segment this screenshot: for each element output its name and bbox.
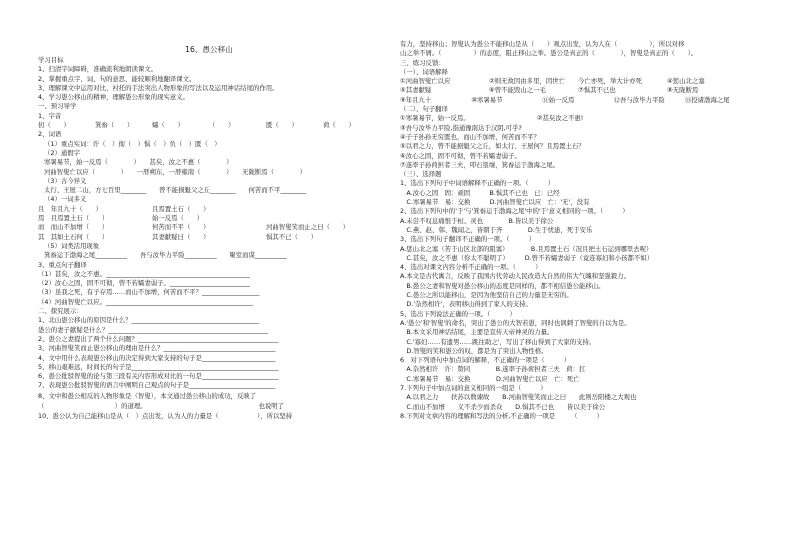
question-line: （ ）的道理。 也说明了 <box>38 401 285 410</box>
question-line: 4、文中用什么表现愚公移山的决定得到大家支持的句子是_______________________ <box>38 353 276 362</box>
choice-line: A.本文是古代寓言，反映了我国古代劳动人民改造大自然的伟大气魄和坚强毅力。 <box>400 272 630 281</box>
vocab-line: 河曲智叟亡以应（ ） 一厝朔东，一厝雍南（ ） 无陇断焉（ ） <box>44 167 307 176</box>
question-line: 5、移山艰难远，时间长的句子是______________________________________________ <box>38 362 279 371</box>
continued-line: 山之举不屑。（ ）的态度，阻止移山之举。愚公是真正的（ ），智叟是真正的（ ）。 <box>400 49 698 58</box>
sentence-line: ⑦遂率子孙荷担者三夫，叩石垦壤，箕畚运于渤海之尾。 <box>400 160 560 169</box>
choice-line: 5、选出下列说法正确的一项。（ ） <box>400 309 516 318</box>
word-item: ⑧无陇断焉 <box>667 86 699 95</box>
choice-line: A.杂然相许 许：赞同 B.遂率子孙荷担者三夫 荷：扛 <box>400 365 586 374</box>
choice-line: A.汝心之固 固：顽固 B.惧其不已也 已：已经 <box>400 188 560 197</box>
question-line: 10、愚公认为自己能移山是从（ ）点出发，认为人的力量是（ ），所以坚持 <box>38 411 293 420</box>
pronunciation-item: 孀（ ） <box>152 121 184 130</box>
choice-line: D.智叟的笑和愚公的叹，都是为了突出人物性格。 <box>400 346 548 355</box>
vocab-line: （3）古今异义 <box>44 176 87 185</box>
choice-line: C.'寡妇……有遗男……跳往助之'，写出了移山得到了大家的支持。 <box>400 337 596 346</box>
question-line: 愚公的妻子献疑是什么？__________________________________________________ <box>38 325 269 334</box>
polysemy-item: 其妻献疑曰（ ） <box>152 232 210 241</box>
choice-line: D.'杂然相许'，表明移山得到了家人的支持。 <box>400 300 532 309</box>
choice-line: C.燕、赵、韩、魏闻之，皆朝于齐 D.生于忧患，死于安乐 <box>400 225 593 234</box>
choice-line: A.'愚公'和'智叟'的命名，突出了愚公的大智若愚，同时也讽刺了智叟的自以为是。 <box>400 318 631 327</box>
section-heading: 三、练习反馈： <box>400 58 445 67</box>
section-heading: 一、预习导学 <box>38 102 77 111</box>
section-heading: 二、探究展示： <box>38 307 83 316</box>
question-line: 7、表现愚公批驳智叟的语言中阐明自己观点的句子是___________________________ <box>38 381 276 390</box>
question-line: 6、愚公批驳智叟的论与第三段有关内容形成对比的一句是________________________ <box>38 372 279 381</box>
vocab-line: （4）一词多义 <box>44 195 87 204</box>
polysemy-row <box>38 214 380 223</box>
choice-line: B.愚公之妻和智叟对愚公移山的态度是同样的，都不相信愚公能移山。 <box>400 281 605 290</box>
vocab-line: （2）通假字 <box>44 148 81 157</box>
word-item: ⑩寒暑易节 <box>471 95 503 104</box>
polysemy-item: 何苦而不平（ ） <box>152 223 210 232</box>
sentence-line: ④子子孙孙无穷匮也，而山不加增，何苦而不平？ <box>400 132 540 141</box>
translation-line: （4）河曲智叟亡以应。______________________________________________ <box>38 297 253 306</box>
translation-line: （1）甚矣，汝之不惠。_____________________________________________ <box>38 269 250 278</box>
choice-line: C.而山不加增 义不杀少而杀众 D.惧其不已也 皆以美于徐公 <box>400 402 606 411</box>
word-item: ⑨年且九十 <box>400 95 432 104</box>
vocab-line: 寒暑易节，始一反焉（ ） 甚矣，汝之不惠（ ） <box>44 158 233 167</box>
left-column <box>38 44 380 421</box>
sentence-line: ⑤以君之力，曾不能损魁父之丘，如太行、王屋何？且焉置土石？ <box>400 142 585 151</box>
choice-line: 3、选出下列句子翻译不正确的一项。（ ） <box>400 235 536 244</box>
subheading: （三）、选择题 <box>400 170 442 179</box>
question-line: 2、愚公之妻提出了两个什么问题？____________________________________________ <box>38 334 279 343</box>
choice-line: C.寒暑易节 易：交换 D.河曲智叟亡以应 亡：'无'，没有 <box>400 198 590 207</box>
word-item: ⑪始一反焉 <box>542 95 575 104</box>
question-line: 8、文中和愚公相反的人物形象是（智叟），本文通过愚公移山的成功，反映了 <box>38 391 257 400</box>
polysemy-item: 惧其不已（ ） <box>266 232 318 241</box>
goal-line: 4、学习愚公移山的精神，理解愚公形象的现实意义。 <box>38 93 190 102</box>
translation-line: （3）虽我之死，有子存焉……而山不加增，何苦而不平？__________________ <box>38 288 260 297</box>
word-item: ⑬投诸渤海之尾 <box>684 95 730 104</box>
pronunciation-item: 匮（ ） <box>266 121 298 130</box>
choice-line: 6 对下列语句中加点词的解释，不正确的一项是（ ） <box>400 356 571 365</box>
sentence-line: ⑥汝心之固，固不可彻，曾不若孀妻弱子。 <box>400 151 521 160</box>
continued-line: 有力，坚持移山；智叟认为愚公不能移山是从（ ）观点出发，认为人在（ ），所以对移 <box>400 40 685 48</box>
goals-heading: 学习目标 <box>38 56 64 64</box>
question-line: 1、北山愚公移山的原因是什么？________________________________________ <box>38 316 260 325</box>
choice-line: 2、选出下列句中的'于'与'箕畚运于渤海之尾'中的'于'意义相同的一项。（ ） <box>400 207 629 216</box>
word-item: ⑫吾与汝毕力平险 <box>613 95 665 104</box>
choice-line: C.甚矣，汝之不惠（你太不聪明了） D.曾不若孀妻弱子（竟连寡妇和小孩都不如） <box>400 253 654 262</box>
choice-line: 4、选出对课文内容分析不正确的一项。（ ） <box>400 263 542 272</box>
vocab-line: 太行、王屋二山，方七百里________ 曾不能损魁父之丘________ 何苦而不平________ <box>44 186 307 195</box>
word-item: ⑤其妻献疑 <box>400 86 432 95</box>
goal-line: 1、扫清字词障碍，准确流利地朗读课文。 <box>38 65 158 74</box>
subheading: 2、词语 <box>38 130 62 139</box>
polysemy-item: 焉 且焉置土石（ ） <box>38 214 109 223</box>
choice-line: 8.下列对文章内容的理解和写法的分析,不正确的一项是 （ ） <box>400 411 604 420</box>
polysemy-item: 其 其如土石何（ ） <box>38 232 109 241</box>
question-line: 3、河曲智叟笑而止愚公移山的理由是什么？___________________________________ <box>38 344 276 353</box>
choice-line: 7.下列句子中加点词的意义相同的一组是（ ） <box>400 383 547 392</box>
pronunciation-item: 箕畚（ ） <box>95 121 134 130</box>
word-row <box>400 77 756 86</box>
word-row <box>400 86 756 95</box>
goal-line: 3、理解课文中运用对比、衬托的手法突出人物形象的写法以及运用神话结尾的作用。 <box>38 83 279 92</box>
choice-line: A.以君之力 扶苏以数谏故 B.河曲智叟笑而止之曰 此则岳阳楼之大观也 <box>400 393 637 402</box>
polysemy-item: 而 而山不加增（ ） <box>38 223 109 232</box>
goal-line: 2、掌握重点字、词、句的意思，能较顺利地翻译课文。 <box>38 74 196 83</box>
choice-line: B.本文采用神话结尾，主要是宣传天帝神灵的力量。 <box>400 328 554 337</box>
word-item: ⑦惧其不已也 <box>578 86 616 95</box>
word-row <box>400 96 756 105</box>
polysemy-item: 且 年且九十（ ） <box>38 204 102 213</box>
pronunciation-item: 仞（ ） <box>38 121 70 130</box>
choice-line: C.愚公之所以能移山，是因为他坚信自己的力量是无穷的。 <box>400 291 573 300</box>
polysemy-item: 河曲智叟笑而止之曰（ ） <box>266 223 350 232</box>
sentence-line: ③吾与汝毕力平险,指通豫南达于汉阴,可乎? <box>400 123 522 132</box>
polysemy-item: 且焉置土石（ ） <box>152 204 210 213</box>
word-item: ②则无故因由多里，因世亡 <box>489 77 566 86</box>
vocab-line: （1）重点实词：许（ ）彻（ ）惧（ ）负（ ）匮（ ） <box>44 139 221 148</box>
vocab-line: （5）词类活用现象 <box>44 241 100 250</box>
polysemy-row <box>38 233 380 242</box>
right-column <box>400 40 756 421</box>
pronunciation-row <box>38 121 380 130</box>
polysemy-row <box>38 223 380 232</box>
word-item: ⑥曾不能毁山之一毛 <box>489 86 546 95</box>
polysemy-item: 始一反焉（ ） <box>152 214 204 223</box>
subheading: （二）、句子翻译 <box>400 105 448 114</box>
subheading: （一）、词语解释 <box>400 67 448 76</box>
page-title: 16、愚公移山 <box>185 45 233 54</box>
word-item: 今亡亦死，举大计亦死 <box>578 77 642 86</box>
subheading: 3、重点句子翻译 <box>38 260 87 269</box>
word-item: ①河曲智叟亡以应 <box>400 77 451 86</box>
sentence-line: ①寒暑易节，始一反焉。 ②甚矣汝之不惠! <box>400 114 584 123</box>
pronunciation-item: 荷（ ） <box>323 121 355 130</box>
vocab-line: 箕畚运于渤海之尾__________ 吾与汝毕力平险__________ 聚室而谋__________ <box>44 251 287 260</box>
choice-line: 1、选出下列句子中词语解释不正确的一项。（ ） <box>400 179 555 188</box>
choice-line: A.未尝不叹息痛恨于桓、灵也 B.皆以美于徐公 <box>400 216 554 225</box>
choice-line: C.寒暑易节 易：交换 D.河曲智叟亡以应 亡：死亡 <box>400 374 580 383</box>
subheading: 1、字音 <box>38 111 62 120</box>
word-item: ④惩山北之塞 <box>667 77 705 86</box>
translation-line: （2）汝心之固，固不可彻，曾不若孀妻弱子。_________________________ <box>38 279 250 288</box>
pronunciation-item: （ ） <box>209 121 235 130</box>
choice-line: A.惩山北之塞（苦于山区北部的阻塞） B.且焉置土石（况且把土石运到哪里去呢） <box>400 244 653 253</box>
polysemy-row <box>38 205 380 214</box>
